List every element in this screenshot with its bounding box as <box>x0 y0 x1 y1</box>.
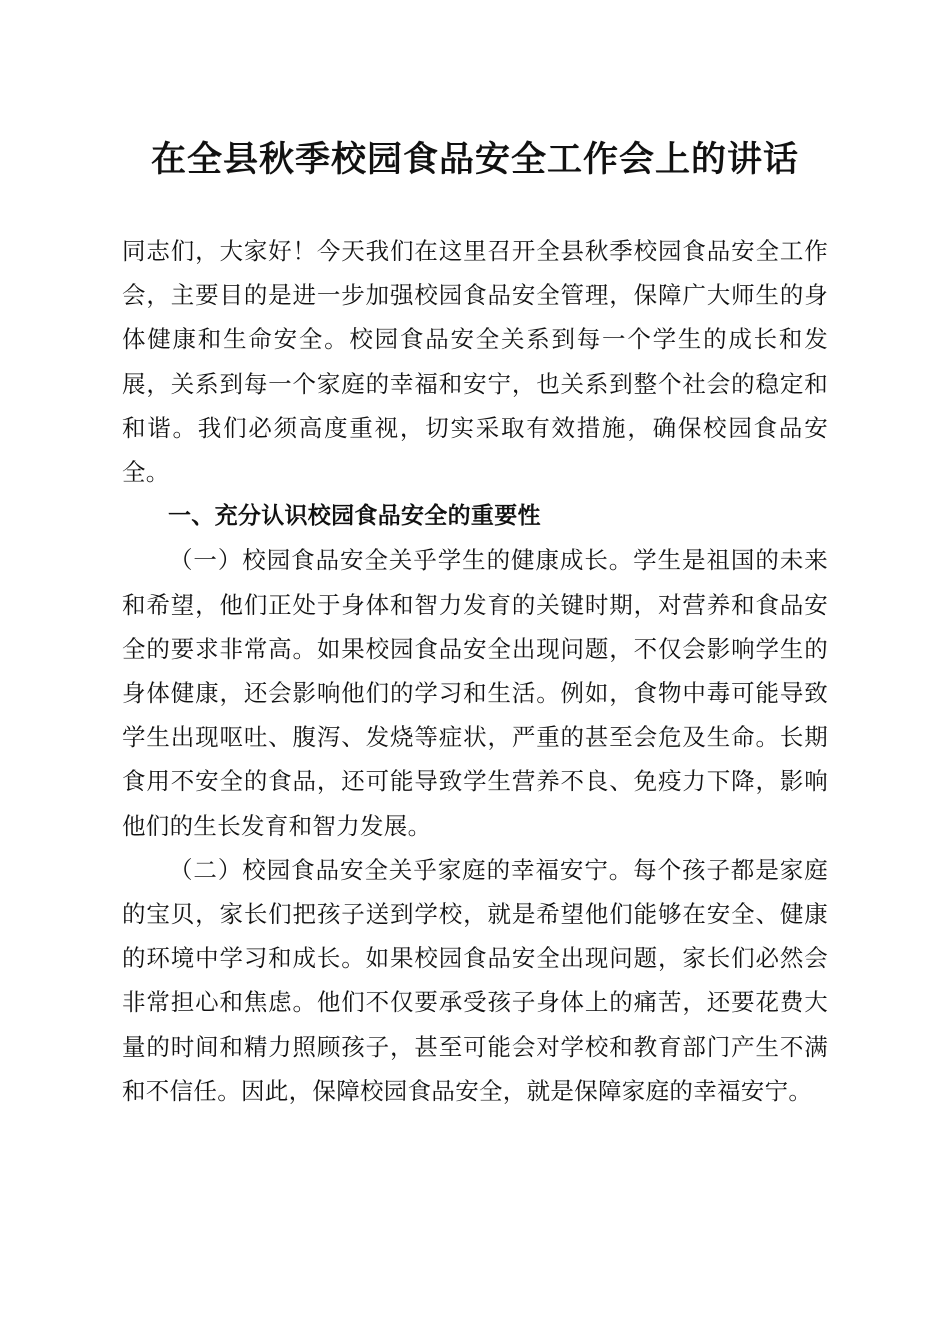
document-title: 在全县秋季校园食品安全工作会上的讲话 <box>150 139 799 180</box>
section-heading-1: 一、充分认识校园食品安全的重要性 <box>168 503 541 530</box>
document-body <box>122 229 828 1113</box>
section-1-paragraph: （一）校园食品安全关乎学生的健康成长。学生是祖国的未来和希望，他们正处于身体和智力发育的关键时期，对营养和食品安全的要求非常高。如果校园食品安全出现问题，不仅会影响学生的身体健康，还会影响他们的学习和生活。例如，食物中毒可能导致学生出现呕吐、腹泻、发烧等症状，严重的甚至会危及生命。长期食用不安全的食品，还可能导致学生营养不良、免疫力下降，影响他们的生长发育和智力发展。 <box>122 546 828 840</box>
intro-paragraph: 同志们，大家好！今天我们在这里召开全县秋季校园食品安全工作会，主要目的是进一步加强校园食品安全管理，保障广大师生的身体健康和生命安全。校园食品安全关系到每一个学生的成长和发展，关系到每一个家庭的幸福和安宁，也关系到整个社会的稳定和和谐。我们必须高度重视，切实采取有效措施，确保校园食品安全。 <box>122 237 828 487</box>
section-2-paragraph: （二）校园食品安全关乎家庭的幸福安宁。每个孩子都是家庭的宝贝，家长们把孩子送到学校，就是希望他们能够在安全、健康的环境中学习和成长。如果校园食品安全出现问题，家长们必然会非常担心和焦虑。他们不仅要承受孩子身体上的痛苦，还要花费大量的时间和精力照顾孩子，甚至可能会对学校和教育部门产生不满和不信任。因此，保障校园食品安全，就是保障家庭的幸福安宁。 <box>122 855 828 1105</box>
